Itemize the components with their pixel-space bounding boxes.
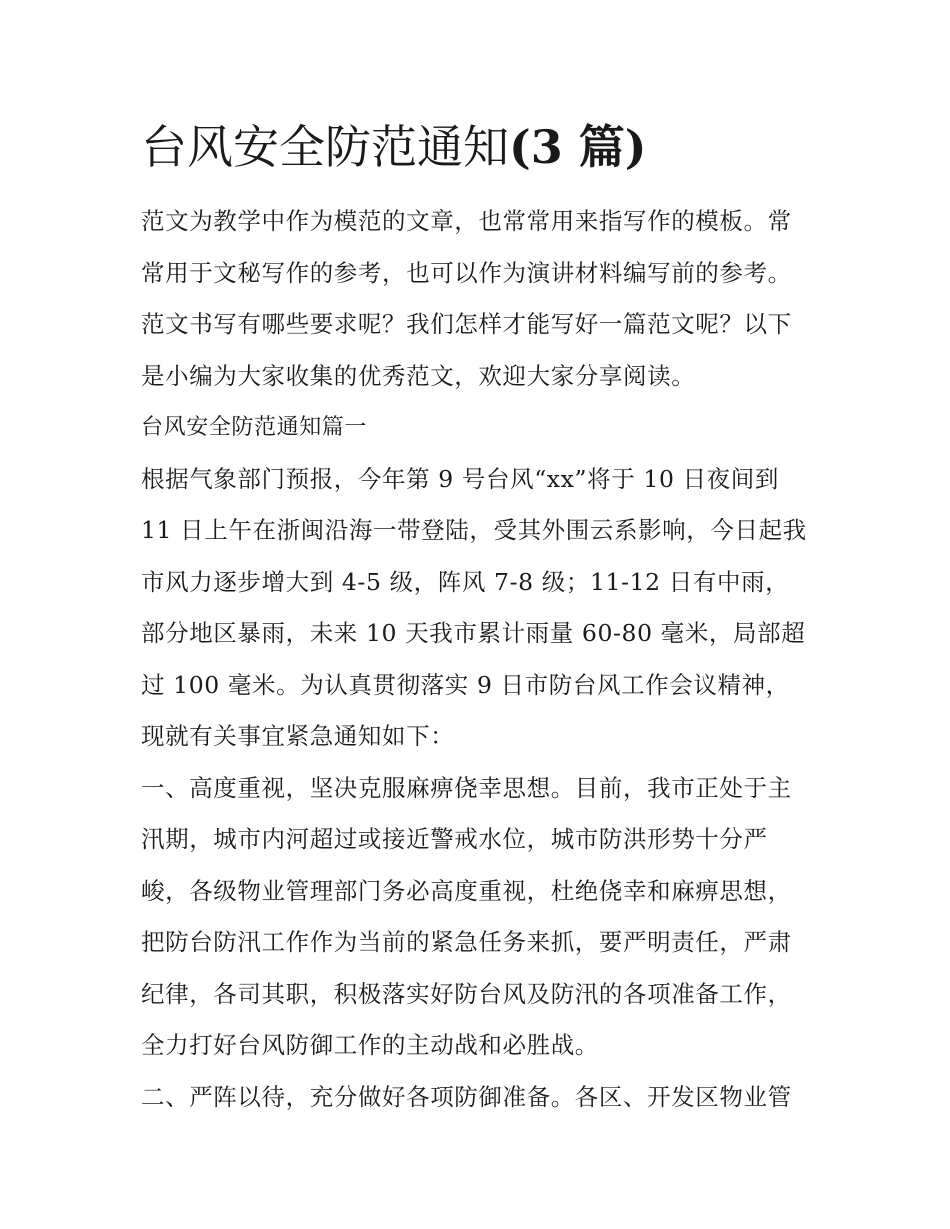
intro-paragraph: 范文为教学中作为模范的文章，也常常用来指写作的模板。常常用于文秘写作的参考，也可以作为演讲材料编写前的参考。范文书写有哪些要求呢？我们怎样才能写好一篇范文呢？以下是小编为大家收集的优秀范文，欢迎大家分享阅读。: [141, 207, 792, 390]
point-two-paragraph: 二、严阵以待，充分做好各项防御准备。各区、开发区物业管: [141, 1082, 792, 1111]
title-main: 台风安全防范通知: [141, 120, 509, 174]
document-title: [141, 112, 647, 182]
notice-opening-paragraph: 根据气象部门预报，今年第 9 号台风“xx”将于 10 日夜间到 11 日上午在浙闽沿海一带登陆，受其外围云系影响，今日起我市风力逐步增大到 4-5 级，阵风 7-8 级；11-12 日有中雨，部分地区暴雨，未来 10 天我市累计雨量 60-80 毫米，局部超过 100 毫米。为认真贯彻落实 9 日市防台风工作会议精神，现就有关事宜紧急通知如下：: [141, 464, 807, 750]
section-heading: 台风安全防范通知篇一: [141, 415, 368, 440]
title-suffix: (3 篇): [509, 120, 647, 174]
document-body: [141, 196, 813, 1123]
point-one-paragraph: 一、高度重视，坚决克服麻痹侥幸思想。目前，我市正处于主汛期，城市内河超过或接近警戒水位，城市防洪形势十分严峻，各级物业管理部门务必高度重视，杜绝侥幸和麻痹思想，把防台防汛工作作为当前的紧急任务来抓，要严明责任，严肃纪律，各司其职，积极落实好防台风及防汛的各项准备工作，全力打好台风防御工作的主动战和必胜战。: [141, 773, 792, 1059]
